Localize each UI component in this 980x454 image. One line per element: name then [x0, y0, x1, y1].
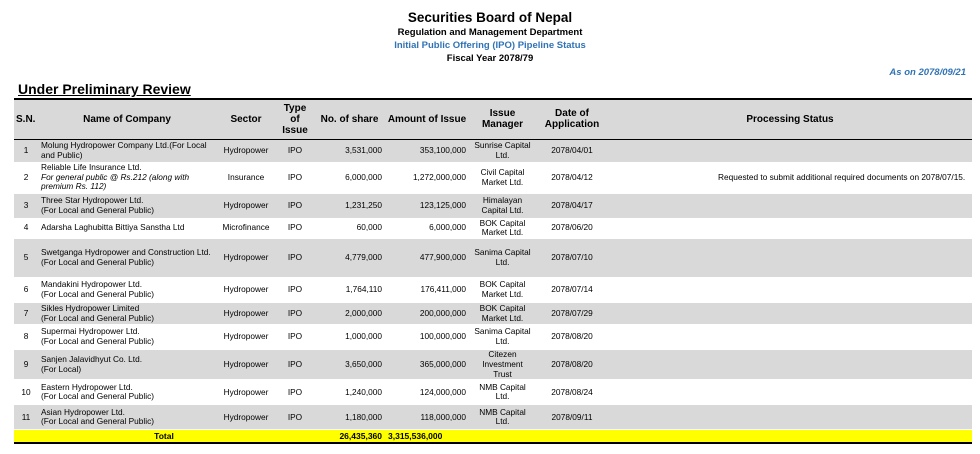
row-amount: 1,272,000,000	[385, 162, 469, 193]
company-issue-note: (For Local and General Public)	[41, 289, 154, 300]
row-sn: 11	[14, 405, 38, 430]
row-date: 2078/09/11	[536, 405, 608, 430]
row-sector: Hydropower	[216, 193, 276, 218]
table-row	[14, 239, 972, 278]
row-amount: 124,000,000	[385, 380, 469, 405]
col-manager-header: Issue Manager	[469, 99, 536, 139]
row-sector: Hydropower	[216, 405, 276, 430]
col-company-header: Name of Company	[38, 99, 216, 139]
row-type: IPO	[276, 380, 314, 405]
row-manager: NMB Capital Ltd.	[469, 405, 536, 430]
row-sn: 1	[14, 139, 38, 162]
row-shares: 1,180,000	[314, 405, 385, 430]
row-manager: BOK Capital Market Ltd.	[469, 303, 536, 325]
company-name: Three Star Hydropower Ltd.	[41, 194, 144, 205]
row-manager: Civil Capital Market Ltd.	[469, 162, 536, 193]
row-date: 2078/08/20	[536, 350, 608, 380]
company-name: Asian Hydropower Ltd.	[41, 406, 125, 417]
row-company	[38, 139, 216, 162]
row-date: 2078/08/20	[536, 325, 608, 350]
row-date: 2078/04/17	[536, 193, 608, 218]
table-row	[14, 278, 972, 303]
ipo-pipeline-table	[14, 98, 972, 444]
company-name: Adarsha Laghubitta Bittiya Sanstha Ltd	[41, 222, 185, 233]
row-status: Requested to submit additional required documents on 2078/07/15.	[608, 162, 972, 193]
row-status	[608, 350, 972, 380]
company-name: Swetganga Hydropower and Construction Ltd.	[41, 247, 211, 258]
row-amount: 100,000,000	[385, 325, 469, 350]
row-type: IPO	[276, 350, 314, 380]
row-manager: BOK Capital Market Ltd.	[469, 218, 536, 239]
row-shares: 1,000,000	[314, 325, 385, 350]
row-date: 2078/04/12	[536, 162, 608, 193]
col-sn-header: S.N.	[14, 99, 38, 139]
row-status	[608, 278, 972, 303]
row-type: IPO	[276, 405, 314, 430]
report-subtitle: Initial Public Offering (IPO) Pipeline Status	[394, 40, 586, 51]
fiscal-year: Fiscal Year 2078/79	[446, 53, 534, 64]
total-shares: 26,435,360	[314, 430, 385, 443]
row-date: 2078/07/10	[536, 239, 608, 278]
row-company	[38, 193, 216, 218]
company-issue-note: (For Local)	[41, 363, 82, 374]
row-date: 2078/08/24	[536, 380, 608, 405]
row-sector: Microfinance	[216, 218, 276, 239]
company-name: Reliable Life Insurance Ltd.	[41, 162, 142, 172]
row-type: IPO	[276, 218, 314, 239]
company-name: Eastern Hydropower Ltd.	[41, 381, 133, 392]
row-shares: 1,764,110	[314, 278, 385, 303]
row-shares: 1,231,250	[314, 193, 385, 218]
table-row	[14, 380, 972, 405]
row-status	[608, 139, 972, 162]
table-row	[14, 405, 972, 430]
row-shares: 1,240,000	[314, 380, 385, 405]
as-on-date: As on 2078/09/21	[889, 67, 966, 78]
row-shares: 2,000,000	[314, 303, 385, 325]
row-amount: 123,125,000	[385, 193, 469, 218]
company-name: Mandakini Hydropower Ltd.	[41, 279, 142, 290]
row-status	[608, 303, 972, 325]
row-sector: Insurance	[216, 162, 276, 193]
row-shares: 6,000,000	[314, 162, 385, 193]
row-type: IPO	[276, 193, 314, 218]
org-title: Securities Board of Nepal	[407, 10, 573, 25]
row-sn: 2	[14, 162, 38, 193]
row-sn: 9	[14, 350, 38, 380]
row-date: 2078/06/20	[536, 218, 608, 239]
row-status	[608, 325, 972, 350]
row-date: 2078/07/29	[536, 303, 608, 325]
row-type: IPO	[276, 303, 314, 325]
row-sn: 6	[14, 278, 38, 303]
company-name: Molung Hydropower Company Ltd.(For Local and Public)	[41, 139, 207, 160]
row-company	[38, 303, 216, 325]
row-company	[38, 239, 216, 278]
company-issue-note: (For Local and General Public)	[41, 336, 154, 347]
row-company	[38, 325, 216, 350]
row-sector: Hydropower	[216, 325, 276, 350]
col-amount-header: Amount of Issue	[385, 99, 469, 139]
row-shares: 3,531,000	[314, 139, 385, 162]
row-manager: Sunrise Capital Ltd.	[469, 139, 536, 162]
department-title: Regulation and Management Department	[397, 27, 583, 38]
row-amount: 176,411,000	[385, 278, 469, 303]
table-row	[14, 139, 972, 162]
row-sector: Hydropower	[216, 380, 276, 405]
row-type: IPO	[276, 162, 314, 193]
company-issue-note: (For Local and General Public)	[41, 204, 154, 215]
col-status-header: Processing Status	[608, 99, 972, 139]
table-row	[14, 218, 972, 239]
row-amount: 200,000,000	[385, 303, 469, 325]
row-shares: 4,779,000	[314, 239, 385, 278]
row-status	[608, 193, 972, 218]
row-amount: 365,000,000	[385, 350, 469, 380]
row-company	[38, 350, 216, 380]
col-type-header: Type of Issue	[276, 99, 314, 139]
company-name: Supermai Hydropower Ltd.	[41, 326, 140, 337]
section-title: Under Preliminary Review	[18, 81, 191, 97]
row-manager: NMB Capital Ltd.	[469, 380, 536, 405]
row-status	[608, 405, 972, 430]
table-row	[14, 193, 972, 218]
company-issue-note: (For Local and General Public)	[41, 312, 154, 323]
table-row	[14, 303, 972, 325]
row-sn: 8	[14, 325, 38, 350]
row-sector: Hydropower	[216, 350, 276, 380]
row-company	[38, 278, 216, 303]
total-empty	[469, 430, 972, 443]
row-sn: 4	[14, 218, 38, 239]
row-date: 2078/07/14	[536, 278, 608, 303]
row-sector: Hydropower	[216, 139, 276, 162]
row-sn: 5	[14, 239, 38, 278]
row-manager: BOK Capital Market Ltd.	[469, 278, 536, 303]
total-label: Total	[14, 430, 314, 443]
row-amount: 477,900,000	[385, 239, 469, 278]
company-name: Sanjen Jalavidhyut Co. Ltd.	[41, 353, 143, 364]
row-manager: Citezen Investment Trust	[469, 350, 536, 380]
row-company	[38, 218, 216, 239]
row-shares: 60,000	[314, 218, 385, 239]
row-status	[608, 239, 972, 278]
row-company	[38, 162, 216, 193]
table-row	[14, 350, 972, 380]
row-amount: 6,000,000	[385, 218, 469, 239]
row-sn: 3	[14, 193, 38, 218]
row-sector: Hydropower	[216, 278, 276, 303]
row-shares: 3,650,000	[314, 350, 385, 380]
row-amount: 353,100,000	[385, 139, 469, 162]
row-amount: 118,000,000	[385, 405, 469, 430]
company-issue-note: (For Local and General Public)	[41, 257, 154, 268]
row-company	[38, 380, 216, 405]
row-type: IPO	[276, 239, 314, 278]
table-row	[14, 162, 972, 193]
row-type: IPO	[276, 278, 314, 303]
row-company	[38, 405, 216, 430]
row-type: IPO	[276, 325, 314, 350]
col-date-header: Date of Application	[536, 99, 608, 139]
company-issue-note: (For Local and General Public)	[41, 391, 154, 402]
col-shares-header: No. of share	[314, 99, 385, 139]
row-date: 2078/04/01	[536, 139, 608, 162]
row-manager: Himalayan Capital Ltd.	[469, 193, 536, 218]
company-issue-note: (For Local and General Public)	[41, 416, 154, 427]
company-issue-note: For general public @ Rs.212 (along with premium Rs. 112)	[41, 171, 190, 192]
total-row	[14, 430, 972, 443]
row-sector: Hydropower	[216, 239, 276, 278]
row-sector: Hydropower	[216, 303, 276, 325]
row-manager: Sanima Capital Ltd.	[469, 325, 536, 350]
company-name: Sikles Hydropower Limited	[41, 302, 140, 313]
row-status	[608, 218, 972, 239]
row-type: IPO	[276, 139, 314, 162]
row-sn: 10	[14, 380, 38, 405]
row-status	[608, 380, 972, 405]
total-amount: 3,315,536,000	[385, 430, 469, 443]
table-header-row	[14, 99, 972, 139]
table-row	[14, 325, 972, 350]
row-sn: 7	[14, 303, 38, 325]
col-sector-header: Sector	[216, 99, 276, 139]
row-manager: Sanima Capital Ltd.	[469, 239, 536, 278]
